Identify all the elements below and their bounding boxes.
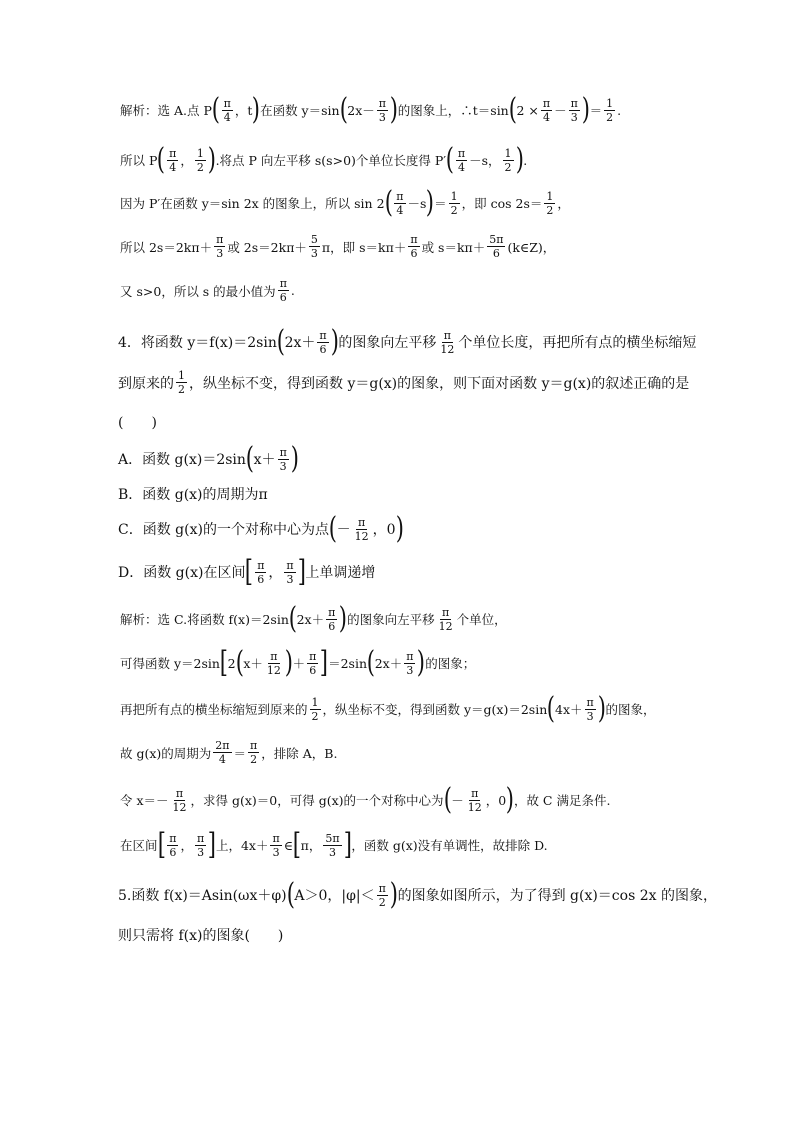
fraction: $\frac{\pi}{3}$: [586, 695, 594, 723]
fraction: $\frac{\pi}{12}$: [266, 649, 281, 677]
fraction: $\frac{\pi}{3}$: [570, 96, 578, 124]
question5-line1: 5.函数 f(x)＝Asin(ωx＋φ) ( A＞0，|φ|＜ $\frac{\pi}{2}$ ) 的图象如图所示，为了得到 g(x)＝cos 2x 的图象，: [118, 877, 717, 912]
fraction: $\frac{\pi}{3}$: [406, 649, 414, 677]
fraction: $\frac{\pi}{4}$: [542, 96, 551, 124]
fraction: $\frac{1}{2}$: [196, 146, 204, 174]
question4-line2: 到原来的 $\frac{1}{2}$ ，纵坐标不变，得到函数 y＝g(x)的图象，则下面对函数 y＝g(x)的叙述正确的是: [118, 369, 690, 396]
option-d: D．函数 g(x)在区间 [ $\frac{\pi}{6}$ ， $\frac{\pi}{3}$ ] 上单调递增: [118, 554, 376, 589]
fraction: $\frac{\pi}{12}$: [438, 605, 453, 633]
fraction: $\frac{5}{3}$: [310, 233, 318, 260]
fraction: $\frac{\pi}{3}$: [286, 558, 294, 586]
solution4-line5: 令 x＝－ $\frac{\pi}{12}$ ，求得 g(x)＝0，可得 g(x)的一个对称中心为 ( － $\frac{\pi}{12}$ ，0 ) ，故 C 满足条件.: [120, 782, 611, 817]
fraction: $\frac{1}{2}$: [311, 695, 319, 723]
fraction: $\frac{\pi}{6}$: [309, 649, 317, 677]
solution4-line1: 解析：选 C.将函数 f(x)＝2sin ( 2x＋ $\frac{\pi}{6}$ ) 的图象向左平移 $\frac{\pi}{12}$ 个单位，: [120, 601, 507, 636]
solution4-line6: 在区间 [ $\frac{\pi}{6}$ ， $\frac{\pi}{3}$ ] 上，4x＋ $\frac{\pi}{3}$ ∈ [ π， $\frac{5\pi}{3}$ ] ，函数 g(x)没有单调性，故排除 D.: [120, 827, 548, 862]
fraction: $\frac{2\pi}{4}$: [215, 739, 230, 766]
fraction: $\frac{\pi}{12}$: [467, 786, 482, 814]
fraction: $\frac{\pi}{6}$: [257, 558, 265, 586]
fraction: $\frac{\pi}{6}$: [319, 328, 327, 356]
fraction: $\frac{1}{2}$: [606, 96, 614, 124]
option-c: C．函数 g(x)的一个对称中心为点 ( － $\frac{\pi}{12}$ ，0 ): [118, 511, 404, 546]
solution3-line2: 所以 P ( $\frac{\pi}{4}$ ， $\frac{1}{2}$ ) .将点 P 向左平移 s(s>0)个单位长度得 P′ ( $\frac{\pi}{4}$ －s， $\frac{1}{2}$ ) .: [120, 142, 528, 177]
fraction: $\frac{\pi}{6}$: [328, 605, 336, 633]
question5-line2: 则只需将 f(x)的图象( ): [118, 928, 284, 944]
fraction: $\frac{\pi}{6}$: [169, 831, 177, 859]
question4-line1: 4．将函数 y＝f(x)＝2sin ( 2x＋ $\frac{\pi}{6}$ ) 的图象向左平移 $\frac{\pi}{12}$ 个单位长度，再把所有点的横坐标缩短: [118, 324, 697, 359]
fraction: $\frac{\pi}{2}$: [250, 739, 258, 766]
fraction: $\frac{\pi}{4}$: [457, 146, 466, 174]
fraction: $\frac{\pi}{2}$: [378, 881, 386, 909]
fraction: $\frac{1}{2}$: [450, 189, 458, 217]
fraction: $\frac{\pi}{6}$: [410, 233, 418, 260]
fraction: $\frac{\pi}{12}$: [172, 786, 187, 814]
fraction: $\frac{1}{2}$: [178, 369, 185, 396]
fraction: $\frac{\pi}{12}$: [354, 515, 369, 543]
option-b: B．函数 g(x)的周期为π: [118, 487, 268, 503]
fraction: $\frac{1}{2}$: [504, 146, 512, 174]
fraction: $\frac{\pi}{4}$: [169, 146, 177, 174]
solution4-line3: 再把所有点的横坐标缩短到原来的 $\frac{1}{2}$ ，纵坐标不变，得到函数 y＝g(x)＝2sin ( 4x＋ $\frac{\pi}{3}$ ) 的图象，: [120, 691, 656, 726]
solution4-line2: 可得函数 y＝2sin [ 2 ( x＋ $\frac{\pi}{12}$ ) ＋ $\frac{\pi}{6}$ ] ＝2sin ( 2x＋ $\frac{\pi}{3}$ ) 的图象；: [120, 645, 476, 680]
solution3-line1: 解析：选 A.点 P ( $\frac{\pi}{4}$ ，t ) 在函数 y＝sin ( 2x－ $\frac{\pi}{3}$ ) 的图象上，∴t＝sin ( 2 × $\frac{\pi}{4}$ － $\frac{\pi}{3}$ ) ＝ $\frac{1}{2}$ .: [120, 92, 622, 127]
question4-answer-blank: ( ): [118, 415, 157, 431]
fraction: $\frac{\pi}{3}$: [196, 831, 205, 859]
solution4-line4: 故 g(x)的周期为 $\frac{2\pi}{4}$ ＝ $\frac{\pi}{2}$ ，排除 A，B.: [120, 739, 338, 766]
solution3-line3: 因为 P′在函数 y＝sin 2x 的图象上，所以 sin 2 ( $\frac{\pi}{4}$ －s ) ＝ $\frac{1}{2}$ ，即 cos 2s＝ $\frac{1}{2}$ ，: [120, 185, 570, 220]
fraction: $\frac{\pi}{3}$: [279, 445, 287, 473]
fraction: $\frac{\pi}{12}$: [440, 328, 455, 356]
option-a: A．函数 g(x)＝2sin ( x＋ $\frac{\pi}{3}$ ): [118, 441, 299, 476]
fraction: $\frac{\pi}{3}$: [378, 96, 387, 124]
fraction: $\frac{\pi}{6}$: [279, 277, 287, 304]
fraction: $\frac{\pi}{4}$: [396, 189, 404, 217]
solution3-line4: 所以 2s＝2kπ＋ $\frac{\pi}{3}$ 或 2s＝2kπ＋ $\frac{5}{3}$ π，即 s＝kπ＋ $\frac{\pi}{6}$ 或 s＝kπ＋ $\frac{5\pi}{6}$ (k∈Z)，: [120, 233, 556, 260]
fraction: $\frac{\pi}{4}$: [223, 96, 231, 124]
fraction: $\frac{1}{2}$: [546, 189, 554, 217]
fraction: $\frac{5\pi}{6}$: [489, 233, 504, 260]
fraction: $\frac{\pi}{3}$: [216, 233, 224, 260]
solution3-line5: 又 s>0，所以 s 的最小值为 $\frac{\pi}{6}$ .: [120, 277, 295, 304]
fraction: $\frac{\pi}{3}$: [272, 831, 280, 859]
fraction: $\frac{5\pi}{3}$: [325, 831, 340, 859]
